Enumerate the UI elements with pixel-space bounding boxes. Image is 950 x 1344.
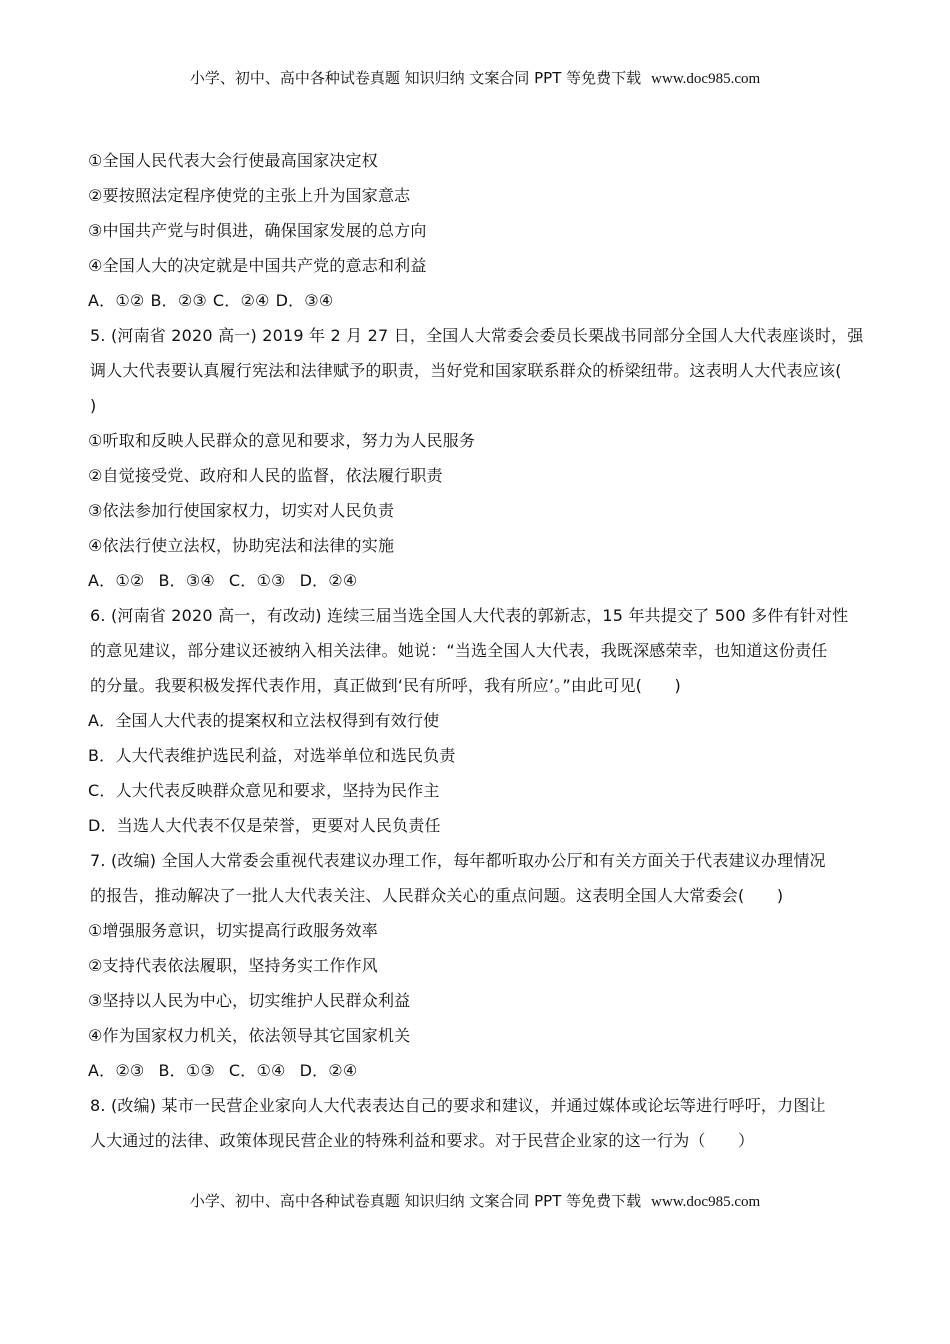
statement: ①增强服务意识，切实提高行政服务效率 [88,921,378,940]
option-a: A．②③ [88,1061,145,1080]
document-body [88,143,868,1158]
option-d: D．当选人大代表不仅是荣誉，更要对人民负责任 [88,816,441,835]
answer-options [88,283,868,318]
option-c: C．人大代表反映群众意见和要求，坚持为民作主 [88,781,440,800]
question-6 [88,598,868,843]
statement: ①听取和反映人民群众的意见和要求，努力为人民服务 [88,431,476,450]
statement: ③依法参加行使国家权力，切实对人民负责 [88,501,395,520]
statement: ④全国人大的决定就是中国共产党的意志和利益 [88,256,427,275]
question-stem-line: 的报告，推动解决了一批人大代表关注、人民群众关心的重点问题。这表明全国人大常委会( ) [90,886,784,905]
statement: ①全国人民代表大会行使最高国家决定权 [88,151,378,170]
footer-banner-text: 小学、初中、高中各种试卷真题 知识归纳 文案合同 PPT 等免费下载 [189,1192,642,1210]
option-c: C．①③ [228,571,286,590]
statement: ②要按照法定程序使党的主张上升为国家意志 [88,186,411,205]
header-banner-url[interactable]: www.doc985.com [651,71,761,87]
option-b: B．①③ [158,1061,215,1080]
statement: ③坚持以人民为中心，切实维护人民群众利益 [88,991,411,1010]
statement: ②支持代表依法履职，坚持务实工作作风 [88,956,378,975]
question-stem-line: 7. (改编) 全国人大常委会重视代表建议办理工作，每年都听取办公厅和有关方面关于代表建议办理情况 [90,851,826,870]
question-stem-line: 的分量。我要积极发挥代表作用，真正做到‘民有所呼，我有所应’。”由此可见( ) [90,676,681,695]
footer-banner [0,1191,950,1212]
option-b: B．②③ [150,291,207,310]
answer-options [88,1053,868,1088]
question-7 [88,843,868,1088]
option-a: A．全国人大代表的提案权和立法权得到有效行使 [88,711,440,730]
statement: ④作为国家权力机关，依法领导其它国家机关 [88,1026,411,1045]
statement: ③中国共产党与时俱进，确保国家发展的总方向 [88,221,427,240]
statement: ②自觉接受党、政府和人民的监督，依法履行职责 [88,466,443,485]
option-a: A．①② [88,571,145,590]
option-b: B．人大代表维护选民利益，对选举单位和选民负责 [88,746,456,765]
question-stem-line: 的意见建议，部分建议还被纳入相关法律。她说：“当选全国人大代表，我既深感荣幸，也知道这份责任 [90,641,828,660]
option-d: D．②④ [299,571,358,590]
option-c: C．①④ [228,1061,286,1080]
question-4-tail [88,143,868,318]
header-banner [0,68,950,89]
header-banner-text: 小学、初中、高中各种试卷真题 知识归纳 文案合同 PPT 等免费下载 [189,69,642,87]
question-stem-line: ) [90,396,97,415]
option-d: D．②④ [299,1061,358,1080]
question-8 [88,1088,868,1158]
option-a: A．①② [88,291,145,310]
question-stem-line: 6. (河南省 2020 高一，有改动) 连续三届当选全国人大代表的郭新志，15 年共提交了 500 多件有针对性 [90,606,849,625]
option-b: B．③④ [158,571,215,590]
option-c: C．②④ [212,291,270,310]
statement: ④依法行使立法权，协助宪法和法律的实施 [88,536,395,555]
question-stem-line: 调人大代表要认真履行宪法和法律赋予的职责，当好党和国家联系群众的桥梁纽带。这表明人大代表应该( [90,361,842,380]
question-5 [88,318,868,598]
footer-banner-url[interactable]: www.doc985.com [651,1194,761,1210]
answer-options [88,563,868,598]
question-stem-line: 5. (河南省 2020 高一) 2019 年 2 月 27 日，全国人大常委会委员长栗战书同部分全国人大代表座谈时，强 [90,326,864,345]
question-stem-line: 人大通过的法律、政策体现民营企业的特殊利益和要求。对于民营企业家的这一行为（ ） [90,1131,755,1150]
question-stem-line: 8. (改编) 某市一民营企业家向人大代表表达自己的要求和建议，并通过媒体或论坛等进行呼吁，力图让 [90,1096,826,1115]
option-d: D．③④ [275,291,334,310]
